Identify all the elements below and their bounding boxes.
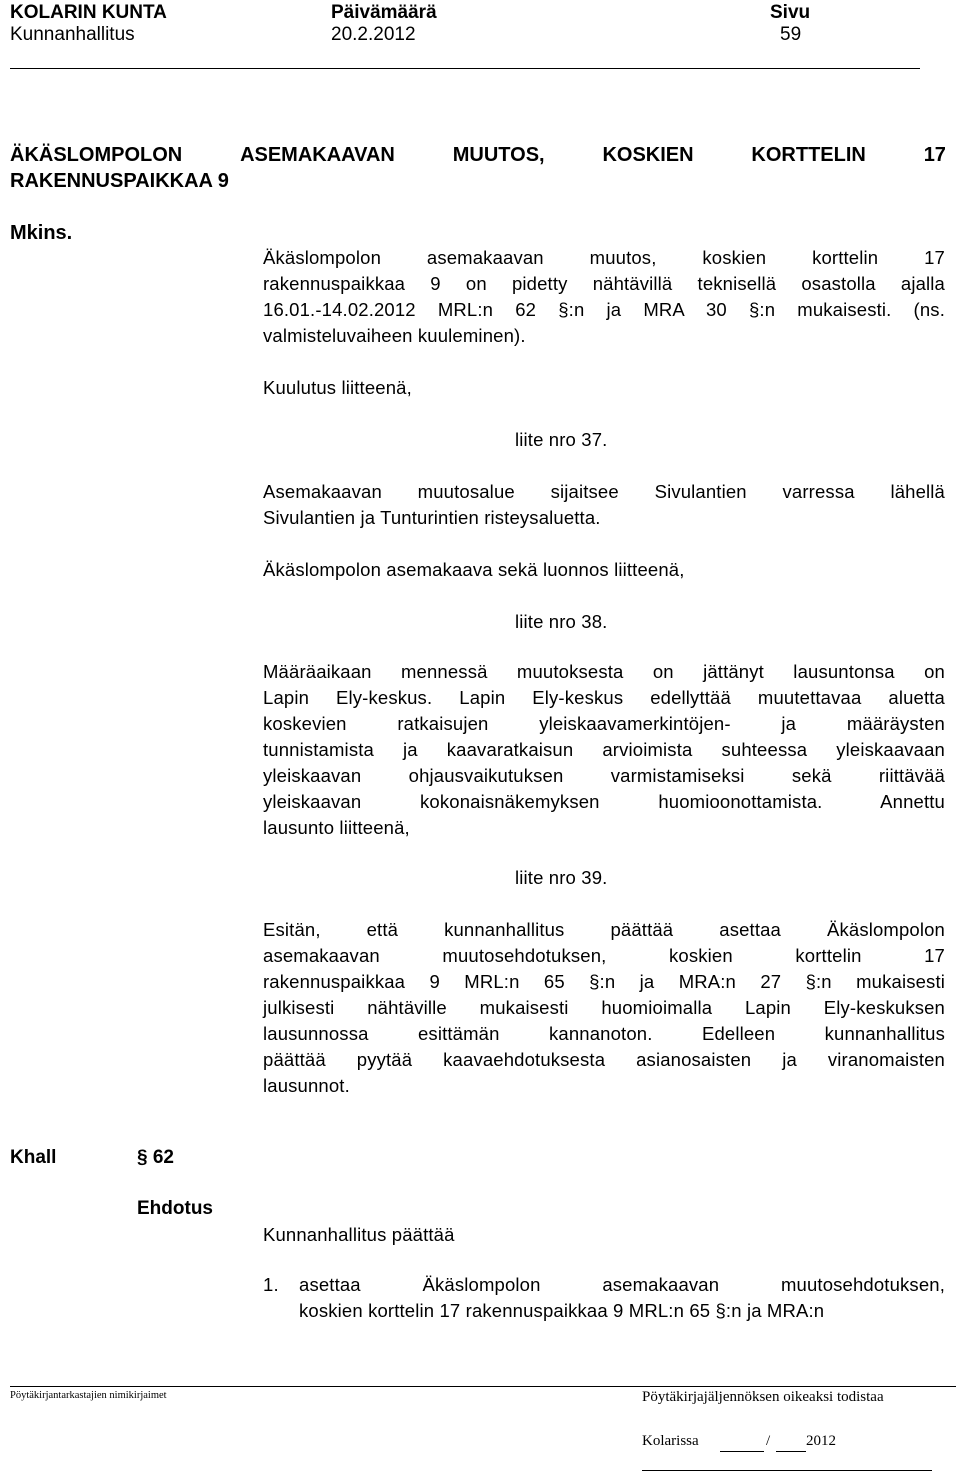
proposal-label: Ehdotus — [137, 1198, 213, 1219]
text-line: rakennuspaikkaa 9 on pidetty nähtävillä teknisellä osastolla ajalla — [263, 273, 945, 294]
paragraph-location — [263, 479, 945, 531]
title-word: ÄKÄSLOMPOLON — [10, 144, 183, 166]
footer-rule — [10, 1386, 956, 1387]
text-line: lausunto liitteenä, — [263, 817, 410, 838]
footer-slash: / — [766, 1433, 771, 1449]
text-line: yleiskaavan ohjausvaikutuksen varmistamiseksi sekä riittävää — [263, 765, 945, 786]
signature-line — [642, 1470, 932, 1471]
page-label: Sivu — [770, 2, 811, 23]
footer-place: Kolarissa — [642, 1433, 699, 1449]
text-line: Määräaikaan mennessä muutoksesta on jättänyt lausuntonsa on — [263, 661, 945, 682]
paragraph-proposal — [263, 917, 945, 1099]
text-line: Sivulantien ja Tunturintien risteysaluetta. — [263, 507, 601, 528]
attachment-39: liite nro 39. — [515, 867, 608, 888]
meeting-date: 20.2.2012 — [331, 24, 416, 45]
text-line: päättää pyytää kaavaehdotuksesta asianosaisten ja viranomaisten — [263, 1049, 945, 1070]
text-line: Esitän, että kunnanhallitus päättää asettaa Äkäslompolon — [263, 919, 945, 940]
footer-certify-label: Pöytäkirjajäljennöksen oikeaksi todistaa — [642, 1389, 884, 1405]
title-word: KOSKIEN — [602, 144, 694, 166]
text-line: koskevien ratkaisujen yleiskaavamerkintöjen- ja määräysten — [263, 713, 945, 734]
attachment-38: liite nro 38. — [515, 611, 608, 632]
title-word: KORTTELIN — [751, 144, 866, 166]
agenda-title-line2: RAKENNUSPAIKKAA 9 — [10, 170, 229, 192]
text-line: Asemakaavan muutosalue sijaitsee Sivulantien varressa lähellä — [263, 481, 945, 502]
section-number: § 62 — [137, 1147, 174, 1168]
announcement-attachment: Kuulutus liitteenä, — [263, 377, 412, 398]
agenda-title-line1 — [10, 142, 946, 168]
title-word: 17 — [923, 144, 946, 166]
footer-year: 2012 — [806, 1433, 836, 1449]
text-line: rakennuspaikkaa 9 MRL:n 65 §:n ja MRA:n 27 §:n mukaisesti — [263, 971, 945, 992]
text-line: lausunnossa esittämän kannanoton. Edelleen kunnanhallitus — [263, 1023, 945, 1044]
text-line: 16.01.-14.02.2012 MRL:n 62 §:n ja MRA 30 §:n mukaisesti. (ns. — [263, 299, 945, 320]
month-blank — [776, 1451, 806, 1452]
text-line: tunnistamista ja kaavaratkaisun arvioimista suhteessa yleiskaavaan — [263, 739, 945, 760]
paragraph-exhibition — [263, 245, 945, 349]
board-label: Khall — [10, 1147, 57, 1168]
draft-attachment: Äkäslompolon asemakaava sekä luonnos liitteenä, — [263, 559, 685, 580]
text-line: asettaa Äkäslompolon asemakaavan muutosehdotuksen, — [299, 1274, 945, 1295]
text-line: yleiskaavan kokonaisnäkemyksen huomioonottamista. Annettu — [263, 791, 945, 812]
organization-name: KOLARIN KUNTA — [10, 2, 167, 23]
footer-initials-label: Pöytäkirjantarkastajien nimikirjaimet — [10, 1390, 167, 1401]
paragraph-statement — [263, 659, 945, 841]
title-word: MUUTOS, — [452, 144, 545, 166]
title-word: ASEMAKAAVAN — [240, 144, 395, 166]
text-line: koskien korttelin 17 rakennuspaikkaa 9 MRL:n 65 §:n ja MRA:n — [299, 1300, 825, 1321]
text-line: lausunnot. — [263, 1075, 350, 1096]
text-line: valmisteluvaiheen kuuleminen). — [263, 325, 526, 346]
date-label: Päivämäärä — [331, 2, 437, 23]
organ-name: Kunnanhallitus — [10, 24, 135, 45]
text-line: Lapin Ely-keskus. Lapin Ely-keskus edellyttää muutettavaa aluetta — [263, 687, 945, 708]
page-number: 59 — [780, 24, 802, 45]
text-line: Äkäslompolon asemakaavan muutos, koskien korttelin 17 — [263, 247, 945, 268]
board-decides: Kunnanhallitus päättää — [263, 1224, 455, 1245]
day-blank — [720, 1451, 764, 1452]
decision-text — [299, 1272, 945, 1324]
text-line: asemakaavan muutosehdotuksen, koskien korttelin 17 — [263, 945, 945, 966]
preparer-label: Mkins. — [10, 222, 73, 244]
text-line: julkisesti nähtäville mukaisesti huomioimalla Lapin Ely-keskuksen — [263, 997, 945, 1018]
attachment-37: liite nro 37. — [515, 429, 608, 450]
decision-number: 1. — [263, 1274, 279, 1295]
header-rule — [10, 68, 920, 69]
